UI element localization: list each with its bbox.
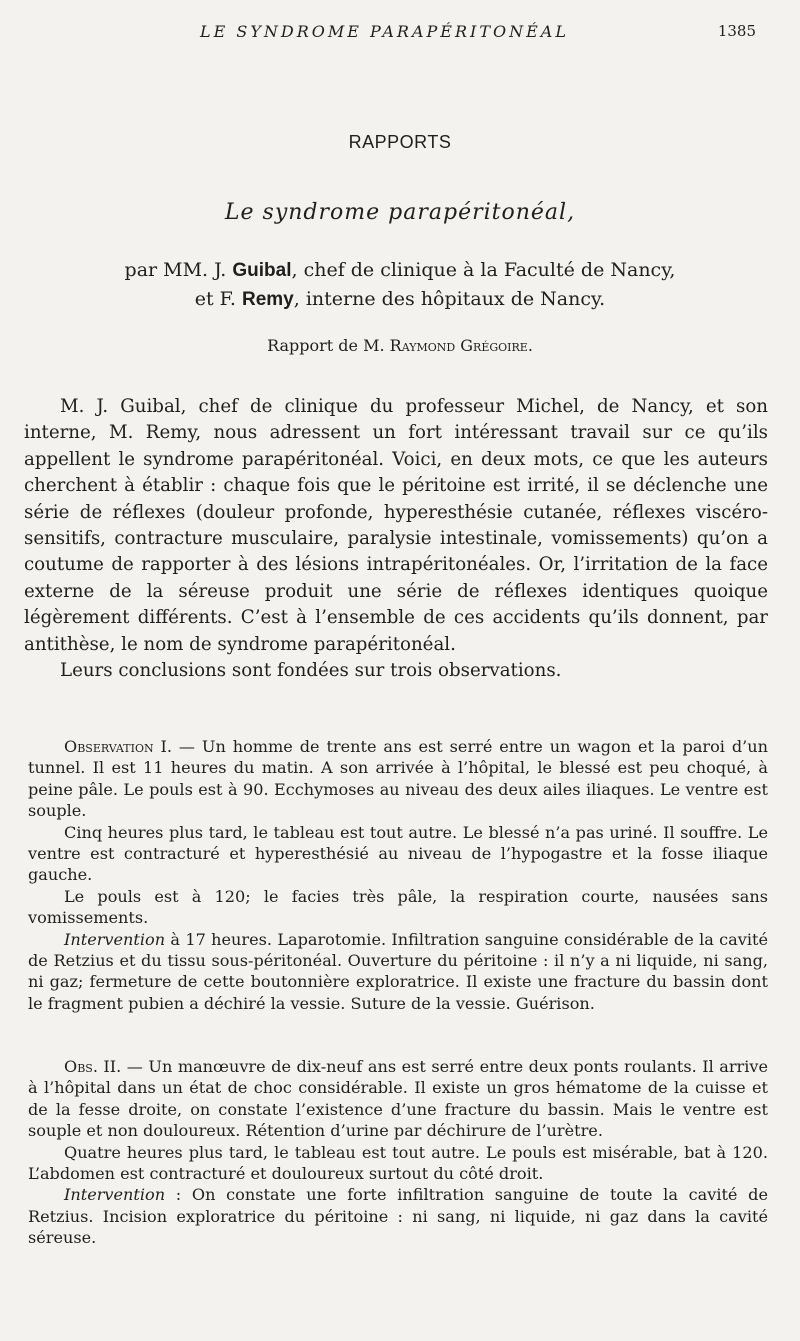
observation-2-text-1: — Un manœuvre de dix-neuf ans est serré entre deux ponts roulants. Il arrive à l’hôpital dans un état de choc considérable. Il existe un gros hématome de la cuisse et de la fesse droite, on constate l’existence d’une fracture du bassin. Mais le ventre est souple et non douloureux. Rétention d’urine par déchirure de l’urètre.: [28, 1057, 768, 1141]
author-1-name: Guibal: [232, 260, 292, 281]
observation-1-paragraph-4: [28, 929, 768, 1015]
article-authors: [0, 256, 800, 314]
section-heading: RAPPORTS: [348, 132, 452, 152]
observation-1-lead: Observation I.: [64, 737, 172, 756]
observation-2-paragraph-2: Quatre heures plus tard, le tableau est tout autre. Le pouls est misérable, bat à 120. L’abdomen est contracturé et douloureux surtout du côté droit.: [28, 1142, 768, 1184]
author-line-2-suffix: , interne des hôpitaux de Nancy.: [293, 288, 606, 310]
observation-1-intervention-label: Intervention: [64, 929, 166, 949]
observation-2-text-3: : On constate une forte infiltration sanguine de toute la cavité de Retzius. Incision exploratrice du péritoine : ni sang, ni liquide, ni gaz dans la cavité séreuse.: [28, 1185, 768, 1248]
observation-1-paragraph-1: [28, 736, 768, 822]
observation-1-paragraph-2: Cinq heures plus tard, le tableau est tout autre. Le blessé n’a pas uriné. Il souffre. Le ventre est contracturé et hyperesthésié au niveau de l’hypogastre et la fosse iliaque gauche.: [28, 822, 768, 885]
report-prefix: Rapport de M.: [267, 336, 385, 355]
article-title: Le syndrome parapéritonéal,: [224, 200, 576, 225]
author-line-1: [0, 256, 800, 285]
observation-1: [28, 736, 768, 1014]
observation-1-text-1: — Un homme de trente ans est serré entre un wagon et la paroi d’un tunnel. Il est 11 heures du matin. A son arrivée à l’hôpital, le blessé est peu choqué, à peine pâle. Le pouls est à 90. Ecchymoses au niveau des deux ailes iliaques. Le ventre est souple.: [28, 737, 769, 821]
author-line-1-prefix: par MM. J.: [124, 259, 227, 281]
observation-2-lead: Obs. II.: [64, 1057, 122, 1076]
page-number: 1385: [717, 22, 756, 40]
report-suffix: .: [527, 336, 533, 355]
running-title: LE SYNDROME PARAPÉRITONÉAL: [200, 22, 569, 41]
observation-1-text-4: à 17 heures. Laparotomie. Infiltration sanguine considérable de la cavité de Retzius et du tissu sous-péritonéal. Ouverture du péritoine : il n’y a ni liquide, ni sang, ni gaz; fermeture de cette boutonnière exploratrice. Il existe une fracture du bassin dont le fragment pubien a déchiré la vessie. Suture de la vessie. Guérison.: [28, 929, 768, 1013]
author-line-1-suffix: , chef de clinique à la Faculté de Nancy,: [291, 259, 676, 281]
observation-2: [28, 1056, 768, 1249]
author-2-name: Remy: [242, 289, 294, 310]
observation-2-paragraph-1: [28, 1056, 768, 1142]
intro-paragraph-2: Leurs conclusions sont fondées sur trois observations.: [60, 660, 562, 682]
author-line-2-prefix: et F.: [194, 288, 236, 310]
observation-2-paragraph-3: [28, 1184, 768, 1248]
intro-text: [24, 394, 768, 684]
observation-1-paragraph-3: Le pouls est à 120; le facies très pâle, la respiration courte, nausées sans vomissements.: [28, 886, 768, 928]
reporter-name: Raymond Grégoire: [389, 336, 528, 355]
report-byline: [0, 336, 800, 355]
observation-2-intervention-label: Intervention: [64, 1185, 166, 1205]
author-line-2: [0, 285, 800, 314]
intro-paragraph-1: M. J. Guibal, chef de clinique du professeur Michel, de Nancy, et son interne, M. Remy, nous adressent un fort intéressant travail sur ce qu’ils appellent le syndrome parapéritonéal. Voici, en deux mots, ce que les auteurs cherchent à établir : chaque fois que le péritoine est irrité, il se déclenche une série de réflexes (douleur profonde, hyperesthésie cutanée, réflexes viscéro-sensitifs, contracture musculaire, paralysie intestinale, vomissements) qu’on a coutume de rapporter à des lésions intrapéritonéales. Or, l’irritation de la face externe de la séreuse produit une série de réflexes identiques quoique légèrement différents. C’est à l’ensemble de ces accidents qu’ils donnent, par antithèse, le nom de syndrome parapéritonéal.: [24, 396, 768, 655]
